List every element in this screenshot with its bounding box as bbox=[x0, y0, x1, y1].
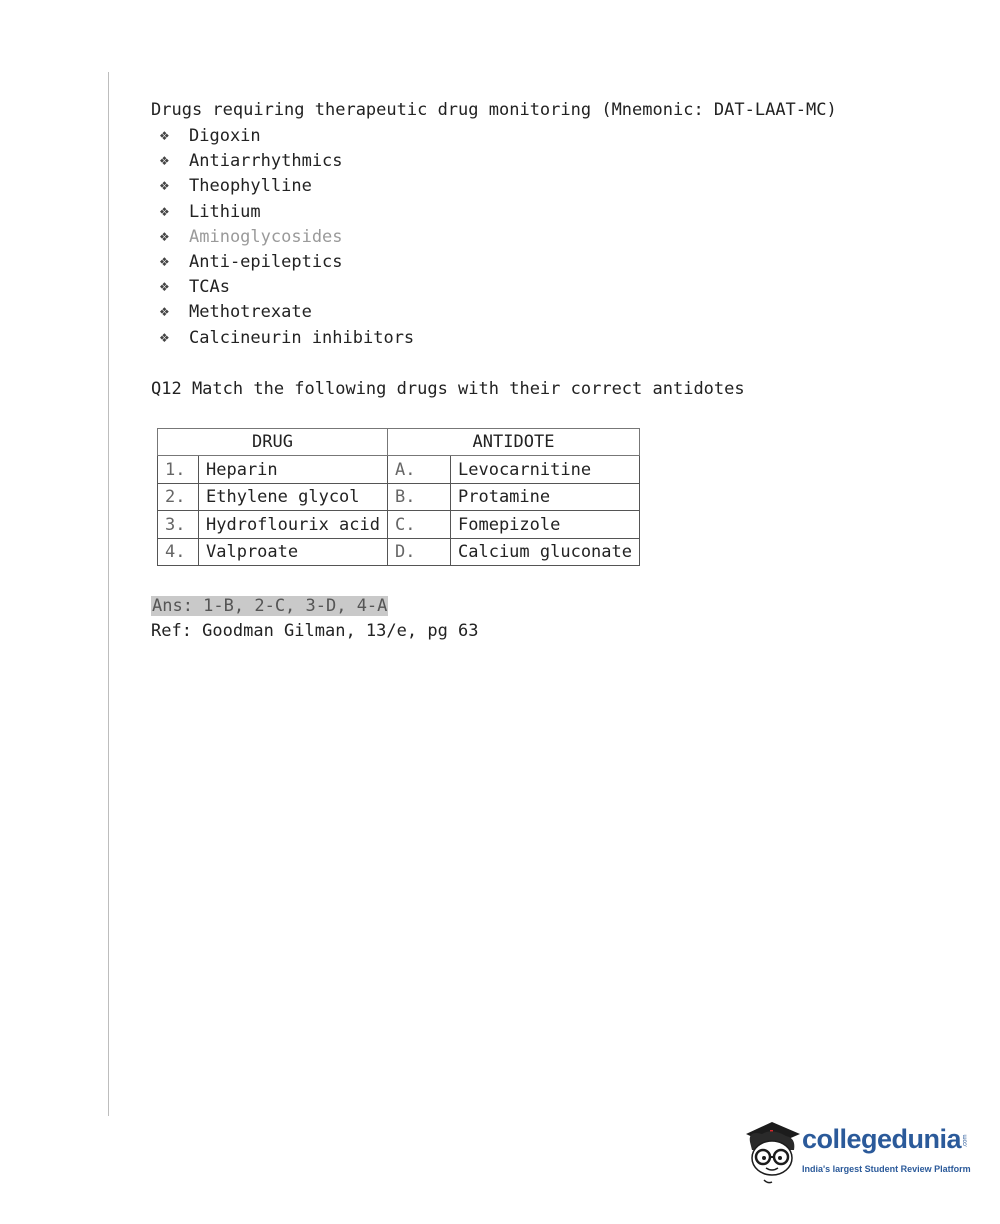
collegedunia-logo bbox=[742, 1116, 972, 1188]
document-body bbox=[151, 98, 851, 643]
list-item bbox=[151, 174, 851, 199]
list-item-text: Antiarrhythmics bbox=[189, 151, 343, 172]
diamond-bullet-icon: ❖ bbox=[159, 179, 170, 194]
drug-cell: Hydroflourix acid bbox=[199, 511, 388, 539]
list-item bbox=[151, 124, 851, 149]
diamond-bullet-icon: ❖ bbox=[159, 330, 170, 345]
diamond-bullet-icon: ❖ bbox=[159, 255, 170, 270]
list-item bbox=[151, 149, 851, 174]
diamond-bullet-icon: ❖ bbox=[159, 154, 170, 169]
mascot-icon bbox=[742, 1116, 804, 1188]
list-item bbox=[151, 300, 851, 325]
match-table bbox=[157, 428, 640, 567]
answer-line bbox=[151, 593, 851, 619]
drug-cell: Heparin bbox=[199, 456, 388, 484]
drug-monitoring-list bbox=[151, 124, 851, 351]
diamond-bullet-icon: ❖ bbox=[159, 280, 170, 295]
table-row bbox=[158, 456, 640, 484]
list-item bbox=[151, 326, 851, 351]
diamond-bullet-icon: ❖ bbox=[159, 129, 170, 143]
list-item-text: Methotrexate bbox=[189, 302, 312, 323]
list-item-text: Calcineurin inhibitors bbox=[189, 327, 415, 348]
reference-line: Ref: Goodman Gilman, 13/e, pg 63 bbox=[151, 621, 479, 642]
question-text: Q12 Match the following drugs with their correct antidotes bbox=[151, 378, 745, 399]
option-letter: D. bbox=[388, 538, 451, 566]
list-item bbox=[151, 200, 851, 225]
diamond-bullet-icon: ❖ bbox=[159, 204, 170, 219]
table-row bbox=[158, 511, 640, 539]
list-item-text: Lithium bbox=[189, 201, 261, 222]
list-item-text: Anti-epileptics bbox=[189, 252, 343, 273]
logo-suffix: .com bbox=[962, 1134, 969, 1148]
drug-cell: Ethylene glycol bbox=[199, 483, 388, 511]
list-item-text: Aminoglycosides bbox=[189, 226, 343, 247]
antidote-cell: Calcium gluconate bbox=[451, 538, 640, 566]
table-row bbox=[158, 538, 640, 566]
diamond-bullet-icon: ❖ bbox=[159, 229, 170, 244]
list-item-text: Theophylline bbox=[189, 176, 312, 197]
antidote-cell: Fomepizole bbox=[451, 511, 640, 539]
drug-cell: Valproate bbox=[199, 538, 388, 566]
diamond-bullet-icon: ❖ bbox=[159, 305, 170, 320]
table-header-row bbox=[158, 428, 640, 456]
table-row bbox=[158, 483, 640, 511]
page-margin-line bbox=[108, 72, 109, 1116]
row-number: 4. bbox=[158, 538, 199, 566]
option-letter: B. bbox=[388, 483, 451, 511]
logo-tagline: India's largest Student Review Platform bbox=[802, 1164, 971, 1174]
option-letter: C. bbox=[388, 511, 451, 539]
option-letter: A. bbox=[388, 456, 451, 484]
list-item-text: TCAs bbox=[189, 277, 230, 298]
row-number: 3. bbox=[158, 511, 199, 539]
column-header-antidote: ANTIDOTE bbox=[388, 428, 640, 456]
list-item bbox=[151, 275, 851, 300]
answer-highlight: Ans: 1-B, 2-C, 3-D, 4-A bbox=[152, 596, 388, 617]
list-item-text: Digoxin bbox=[189, 126, 261, 146]
row-number: 2. bbox=[158, 483, 199, 511]
column-header-drug: DRUG bbox=[158, 428, 388, 456]
list-item bbox=[151, 250, 851, 275]
list-item bbox=[151, 225, 851, 250]
antidote-cell: Levocarnitine bbox=[451, 456, 640, 484]
section-heading: Drugs requiring therapeutic drug monitoring (Mnemonic: DAT-LAAT-MC) bbox=[151, 100, 837, 120]
antidote-cell: Protamine bbox=[451, 483, 640, 511]
logo-wordmark: collegedunia bbox=[802, 1124, 962, 1154]
row-number: 1. bbox=[158, 456, 199, 484]
